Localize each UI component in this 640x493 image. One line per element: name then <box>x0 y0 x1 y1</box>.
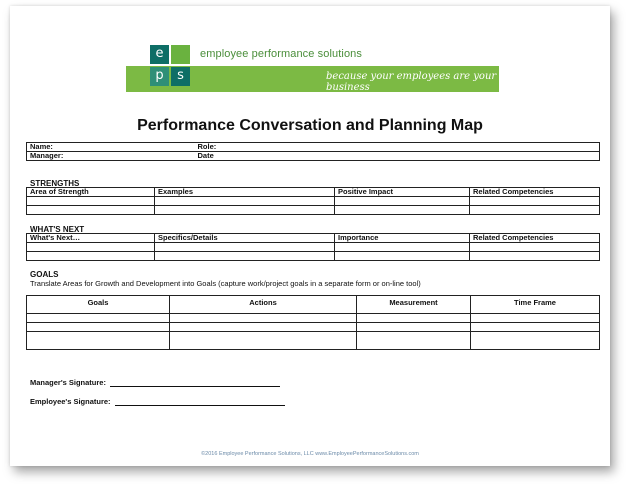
eps-logo <box>126 40 499 92</box>
table-row <box>27 143 600 152</box>
manager-label: Manager: <box>27 152 195 161</box>
logo-tile-s: s <box>171 67 190 86</box>
table-cell[interactable] <box>27 252 155 261</box>
column-header: Related Competencies <box>470 188 600 197</box>
manager-signature-label: Manager's Signature: <box>30 378 106 387</box>
column-header: Goals <box>27 296 170 314</box>
table-cell[interactable] <box>155 206 335 215</box>
table-row <box>27 197 600 206</box>
table-row <box>27 332 600 350</box>
table-cell[interactable] <box>27 323 170 332</box>
table-row <box>27 252 600 261</box>
logo-tile-blank <box>171 45 190 64</box>
table-cell[interactable] <box>335 243 470 252</box>
table-cell[interactable] <box>470 197 600 206</box>
table-cell[interactable] <box>470 206 600 215</box>
table-cell[interactable] <box>357 332 471 350</box>
goals-table <box>26 295 600 350</box>
table-cell[interactable] <box>170 314 357 323</box>
logo-tile-e: e <box>150 45 169 64</box>
table-cell[interactable] <box>335 252 470 261</box>
column-header: Examples <box>155 188 335 197</box>
whats-next-table <box>26 233 600 261</box>
table-cell[interactable] <box>27 206 155 215</box>
column-header: What's Next… <box>27 234 155 243</box>
column-header: Actions <box>170 296 357 314</box>
table-cell[interactable] <box>471 332 600 350</box>
strengths-table <box>26 187 600 215</box>
date-label: Date <box>195 152 600 161</box>
document-page <box>10 6 610 466</box>
table-cell[interactable] <box>335 197 470 206</box>
manager-signature <box>30 378 280 387</box>
table-cell[interactable] <box>170 332 357 350</box>
table-cell[interactable] <box>27 314 170 323</box>
logo-tagline: because your employees are your business <box>326 71 497 93</box>
table-cell[interactable] <box>470 243 600 252</box>
column-header: Specifics/Details <box>155 234 335 243</box>
table-row <box>27 323 600 332</box>
column-header: Related Competencies <box>470 234 600 243</box>
table-header-row <box>27 188 600 197</box>
table-row <box>27 243 600 252</box>
whats-next-heading: WHAT'S NEXT <box>30 225 85 234</box>
logo-brand-name: employee performance solutions <box>200 48 362 60</box>
goals-heading: GOALS <box>30 270 59 279</box>
table-cell[interactable] <box>155 243 335 252</box>
column-header: Area of Strength <box>27 188 155 197</box>
table-header-row <box>27 296 600 314</box>
table-cell[interactable] <box>155 197 335 206</box>
footer-copyright: ©2016 Employee Performance Solutions, LLC www.EmployeePerformanceSolutions.com <box>201 451 419 457</box>
table-cell[interactable] <box>27 197 155 206</box>
employee-signature <box>30 397 285 406</box>
table-cell[interactable] <box>470 252 600 261</box>
table-cell[interactable] <box>357 314 471 323</box>
table-cell[interactable] <box>155 252 335 261</box>
table-cell[interactable] <box>335 206 470 215</box>
table-cell[interactable] <box>27 243 155 252</box>
name-label: Name: <box>27 143 195 152</box>
column-header: Importance <box>335 234 470 243</box>
logo-tile-p: p <box>150 67 169 86</box>
role-label: Role: <box>195 143 600 152</box>
employee-signature-line[interactable] <box>115 404 285 406</box>
table-cell[interactable] <box>357 323 471 332</box>
column-header: Positive Impact <box>335 188 470 197</box>
column-header: Measurement <box>357 296 471 314</box>
employee-signature-label: Employee's Signature: <box>30 397 111 406</box>
table-cell[interactable] <box>170 323 357 332</box>
table-row <box>27 206 600 215</box>
info-table <box>26 142 600 161</box>
table-header-row <box>27 234 600 243</box>
table-cell[interactable] <box>27 332 170 350</box>
table-row <box>27 152 600 161</box>
strengths-heading: STRENGTHS <box>30 179 80 188</box>
table-cell[interactable] <box>471 314 600 323</box>
page-title: Performance Conversation and Planning Map <box>137 117 483 134</box>
table-row <box>27 314 600 323</box>
manager-signature-line[interactable] <box>110 385 280 387</box>
column-header: Time Frame <box>471 296 600 314</box>
goals-subtitle: Translate Areas for Growth and Development into Goals (capture work/project goals in a separate form or on-line tool) <box>30 279 421 288</box>
table-cell[interactable] <box>471 323 600 332</box>
